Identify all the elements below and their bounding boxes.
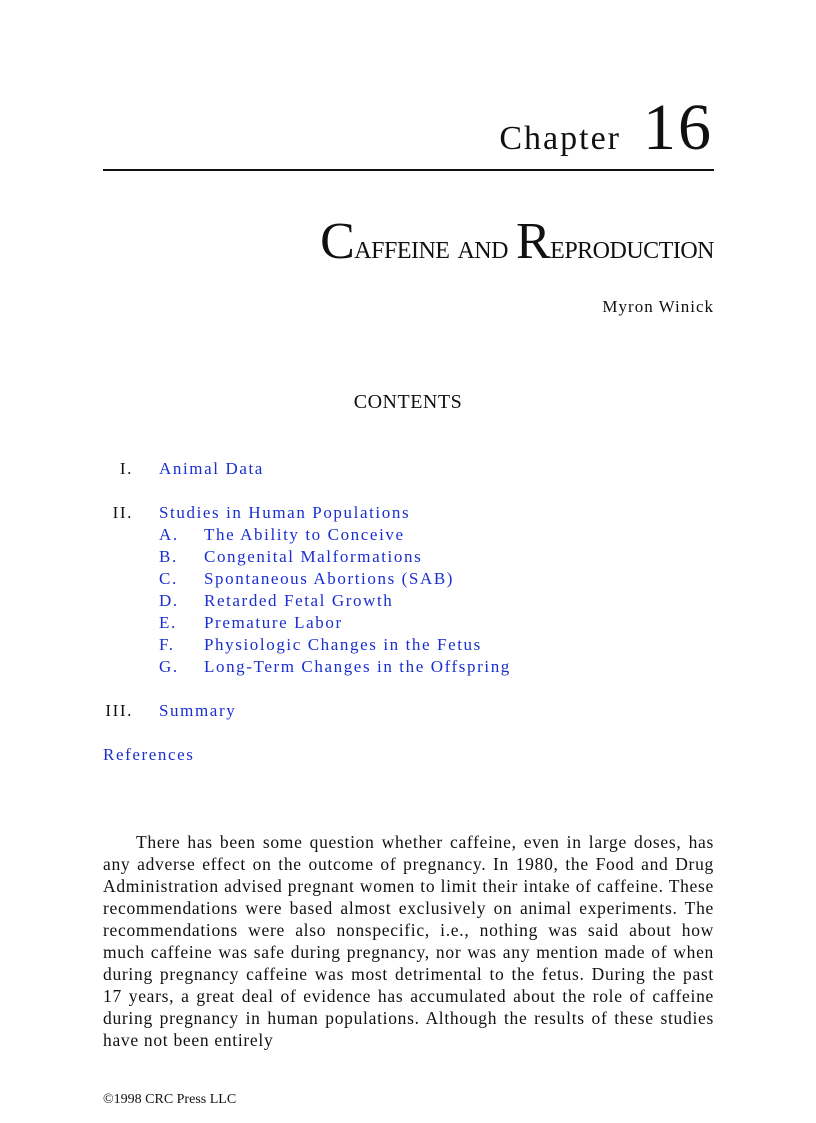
toc-link-long-term-changes[interactable]: Long-Term Changes in the Offspring	[204, 657, 511, 676]
toc-link-human-populations[interactable]: Studies in Human Populations	[159, 503, 411, 522]
toc-link-references[interactable]: References	[103, 745, 195, 764]
author-name: Myron Winick	[602, 297, 714, 316]
title-initial-c: C	[320, 213, 355, 270]
title-word-reproduction: eproduction	[550, 229, 714, 266]
toc-link-retarded-fetal-growth[interactable]: Retarded Fetal Growth	[204, 591, 394, 610]
toc-subsection-letter: C.	[159, 569, 178, 588]
copyright-footer: ©1998 CRC Press LLC	[103, 1092, 237, 1107]
body-paragraph: There has been some question whether caffeine, even in large doses, has any adverse effect on the outcome of pregnancy. In 1980, the Food and Drug Administration advised pregnant women to limit their intake of caffeine. These recommendations were based almost exclusively on animal experiments. The recommendations were also nonspecific, i.e., nothing was said about how much caffeine was safe during pregnancy, nor was any mention made of when during pregnancy caffeine was most detrimental to the fetus. During the past 17 years, a great deal of evidence has accumulated about the role of caffeine during pregnancy in human populations. Although the results of these studies have not been entirely	[103, 832, 714, 1050]
toc-link-animal-data[interactable]: Animal Data	[159, 459, 264, 478]
toc-link-premature-labor[interactable]: Premature Labor	[204, 613, 343, 632]
toc-subsection-letter: E.	[159, 613, 177, 632]
toc-subsection-letter: G.	[159, 657, 179, 676]
toc-subsection-letter: A.	[159, 525, 179, 544]
toc-subsection-letter: D.	[159, 591, 179, 610]
toc-subsection-letter: F.	[159, 635, 175, 654]
toc-link-summary[interactable]: Summary	[159, 701, 237, 720]
toc-link-congenital-malformations[interactable]: Congenital Malformations	[204, 547, 423, 566]
title-word-caffeine: affeine	[354, 229, 450, 266]
chapter-number: 16	[643, 91, 713, 164]
body-text	[103, 831, 714, 1051]
toc-link-spontaneous-abortions[interactable]: Spontaneous Abortions (SAB)	[204, 569, 455, 588]
toc-link-ability-to-conceive[interactable]: The Ability to Conceive	[204, 525, 405, 544]
chapter-word: Chapter	[499, 120, 621, 157]
toc-section-1-number: I.	[119, 459, 133, 478]
title-word-and: and	[457, 229, 508, 266]
contents-heading: CONTENTS	[353, 391, 463, 413]
toc-subsection-letter: B.	[159, 547, 178, 566]
title-initial-r: R	[515, 213, 551, 270]
toc-link-physiologic-changes[interactable]: Physiologic Changes in the Fetus	[204, 635, 482, 654]
toc-section-2-number: II.	[112, 503, 133, 522]
toc-section-3-number: III.	[105, 701, 133, 720]
